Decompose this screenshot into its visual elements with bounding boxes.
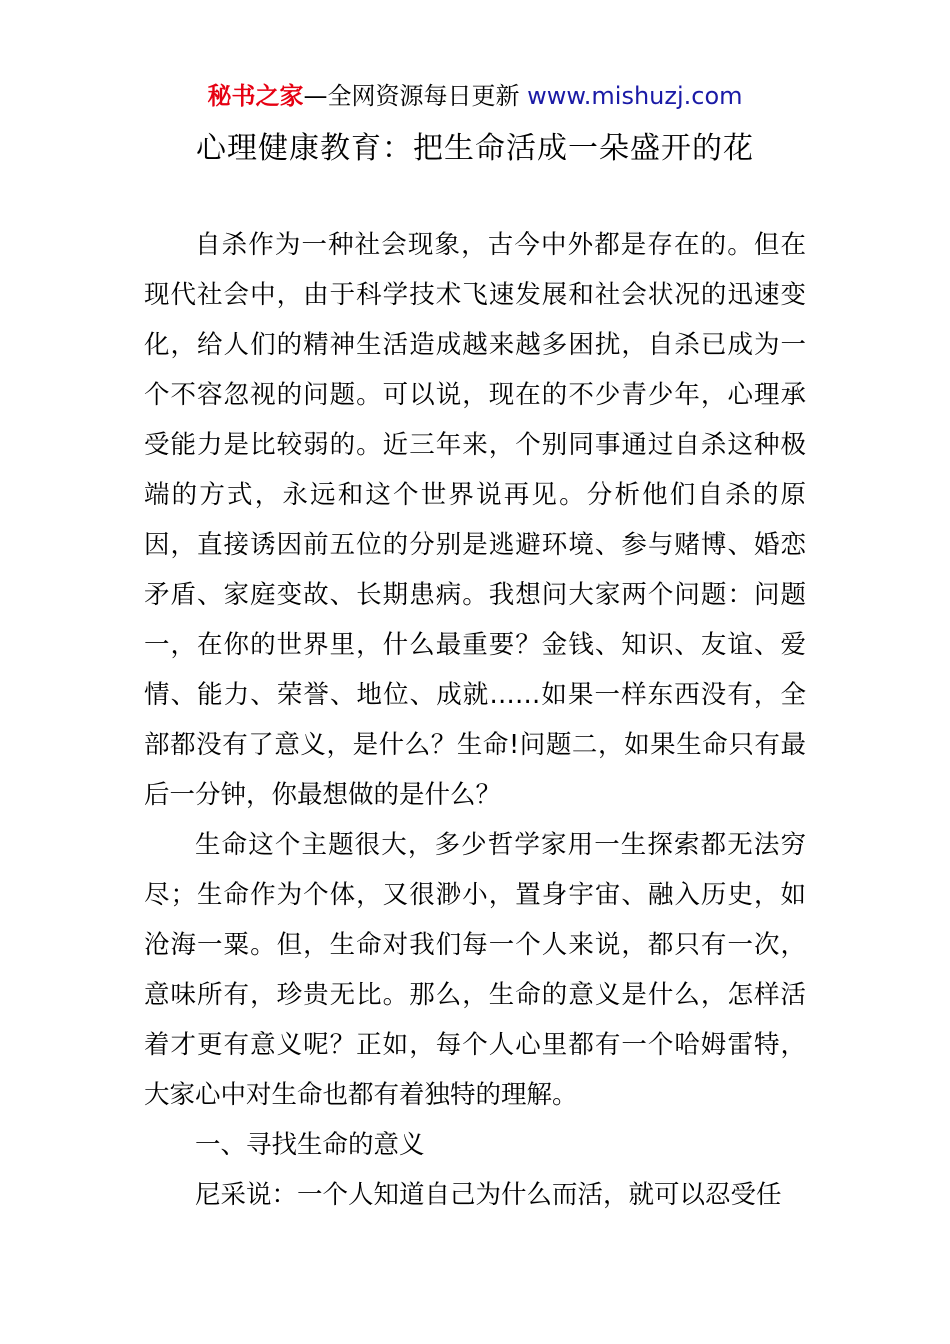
- site-tagline: —全网资源每日更新: [303, 82, 528, 110]
- site-url-link[interactable]: www.mishuzj.com: [527, 82, 743, 110]
- paragraph-intro: 自杀作为一种社会现象，古今中外都是存在的。但在现代社会中，由于科学技术飞速发展和社会状况的迅速变化，给人们的精神生活造成越来越多困扰，自杀已成为一个不容忽视的问题。可以说，现在的不少青少年，心理承受能力是比较弱的。近三年来，个别同事通过自杀这种极端的方式，永远和这个世界说再见。分析他们自杀的原因，直接诱因前五位的分别是逃避环境、参与赌博、婚恋矛盾、家庭变故、长期患病。我想问大家两个问题：问题一，在你的世界里，什么最重要？金钱、知识、友谊、爱情、能力、荣誉、地位、成就……如果一样东西没有，全部都没有了意义，是什么？生命!问题二，如果生命只有最后一分钟，你最想做的是什么？: [144, 230, 806, 810]
- paragraph-life-theme: 生命这个主题很大，多少哲学家用一生探索都无法穷尽；生命作为个体，又很渺小，置身宇宙、融入历史，如沧海一粟。但，生命对我们每一个人来说，都只有一次，意味所有，珍贵无比。那么，生命的意义是什么，怎样活着才更有意义呢？正如，每个人心里都有一个哈姆雷特，大家心中对生命也都有着独特的理解。: [144, 830, 806, 1110]
- paragraph-nietzsche: 尼采说：一个人知道自己为什么而活，就可以忍受任: [195, 1180, 782, 1210]
- document-title: 心理健康教育：把生命活成一朵盛开的花: [196, 131, 754, 166]
- site-header: [0, 80, 950, 112]
- site-name: 秘书之家: [207, 82, 304, 110]
- section-heading: 一、寻找生命的意义: [195, 1130, 425, 1160]
- document-body: [144, 220, 806, 1220]
